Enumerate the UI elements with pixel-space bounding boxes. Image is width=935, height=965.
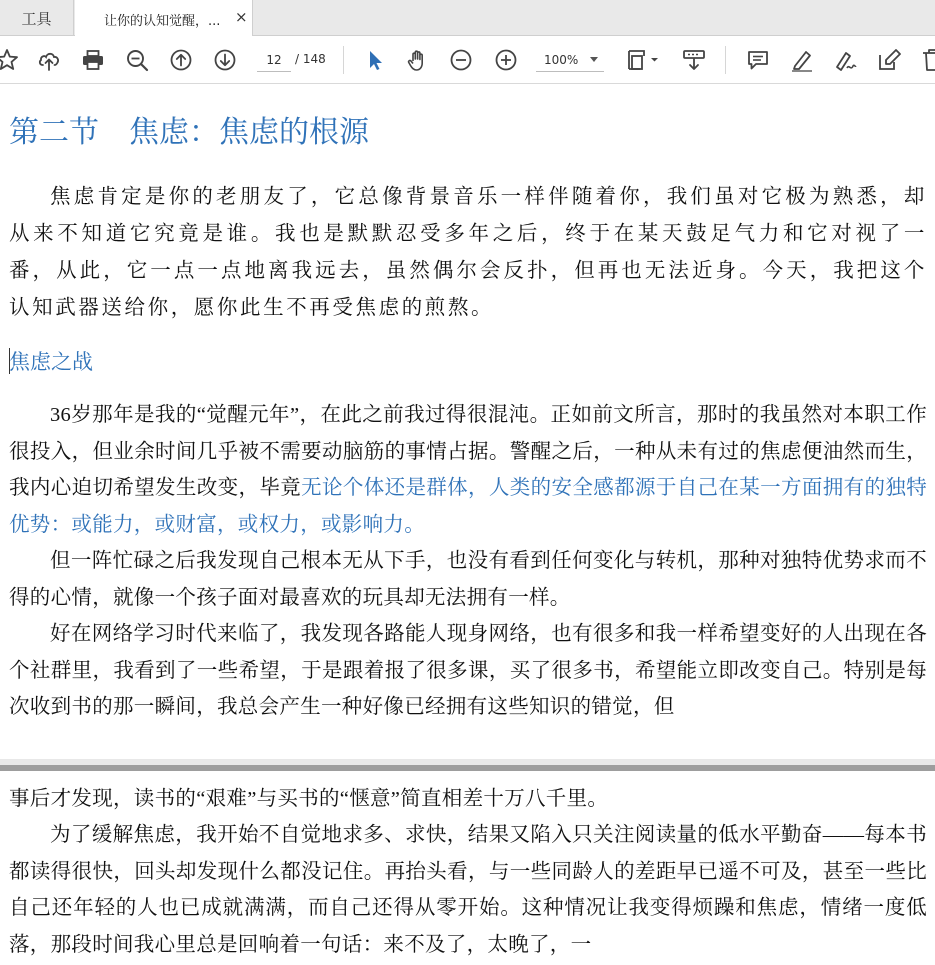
- page-up-icon[interactable]: [168, 47, 194, 73]
- highlighted-text: 无论个体还是群体，人类的安全感都源于自己在某一方面拥有的独特优势：或能力，或财富，或权力，或影响力。: [9, 477, 928, 536]
- zoom-out-icon[interactable]: [448, 47, 474, 73]
- tab-tools[interactable]: 工具: [0, 0, 74, 36]
- hand-icon[interactable]: [405, 47, 431, 73]
- page-total: / 148: [295, 52, 326, 66]
- fit-page-icon[interactable]: [624, 47, 662, 73]
- toolbar-divider: [343, 46, 344, 74]
- close-tab-icon[interactable]: ×: [235, 8, 248, 26]
- tab-bar: [0, 0, 935, 36]
- body-paragraph: 但一阵忙碌之后我发现自己根本无从下手，也没有看到任何变化与转机，那种对独特优势求而不得的心情，就像一个孩子面对最喜欢的玩具却无法拥有一样。: [9, 550, 927, 609]
- read-mode-icon[interactable]: [681, 47, 707, 73]
- zoom-value: 100%: [544, 53, 579, 67]
- sign-icon[interactable]: [832, 47, 858, 73]
- intro-paragraph: 焦虑肯定是你的老朋友了，它总像背景音乐一样伴随着你，我们虽对它极为熟悉，却从来不知道它究竟是谁。我也是默默忍受多年之后，终于在某天鼓足气力和它对视了一番，从此，它一点一点地离我远去，虽然偶尔会反扑，但再也无法近身。今天，我把这个认知武器送给你，愿你此生不再受焦虑的煎熬。: [9, 186, 927, 319]
- highlight-icon[interactable]: [789, 47, 815, 73]
- body-paragraph: [9, 397, 927, 543]
- section-heading: 焦虑之战: [9, 350, 93, 374]
- page-down-icon[interactable]: [212, 47, 238, 73]
- print-icon[interactable]: [80, 47, 106, 73]
- upload-icon[interactable]: [36, 47, 62, 73]
- tab-document-title[interactable]: 让你的认知觉醒，...: [104, 14, 221, 29]
- page-number-input[interactable]: 12: [257, 47, 291, 72]
- body-paragraph: 事后才发现，读书的“艰难”与买书的“惬意”简直相差十万八千里。: [9, 788, 609, 810]
- toolbar-divider: [725, 46, 726, 74]
- body-paragraph: 好在网络学习时代来临了，我发现各路能人现身网络，也有很多和我一样希望变好的人出现在各个社群里，我看到了一些希望，于是跟着报了很多课，买了很多书，希望能立即改变自己。特别是每次收到书的那一瞬间，我总会产生一种好像已经拥有这些知识的错觉，但: [9, 623, 927, 718]
- chevron-down-icon: [590, 57, 598, 62]
- body-paragraph: 为了缓解焦虑，我开始不自觉地求多、求快，结果又陷入只关注阅读量的低水平勤奋——每本书都读得很快，回头却发现什么都没记住。再抬头看，与一些同龄人的差距早已遥不可及，甚至一些比自己还年轻的人也已成就满满，而自己还得从零开始。这种情况让我变得烦躁和焦虑，情绪一度低落，那段时间我心里总是回响着一句话：来不及了，太晚了，一: [9, 824, 927, 956]
- select-cursor-icon[interactable]: [362, 47, 388, 73]
- search-icon[interactable]: [124, 47, 150, 73]
- zoom-select[interactable]: [536, 47, 604, 72]
- chapter-title: 第二节 焦虑：焦虑的根源: [9, 116, 369, 149]
- zoom-in-icon[interactable]: [493, 47, 519, 73]
- toolbar: [0, 36, 935, 84]
- tab-document[interactable]: [75, 0, 253, 37]
- delete-icon[interactable]: [920, 47, 935, 73]
- paragraph-text: 36岁那年是我的“觉醒元年”，在此之前我过得很混沌。正如前文所言，那时的我虽然对本职工作很投入，但业余时间几乎被不需要动脑筋的事情占据。警醒之后，一种从未有过的焦虑便油然而生，我内心迫切希望发生改变，毕竟: [9, 404, 927, 499]
- page-break: [0, 765, 935, 771]
- star-icon[interactable]: [0, 47, 20, 73]
- edit-icon[interactable]: [876, 47, 902, 73]
- comment-icon[interactable]: [745, 47, 771, 73]
